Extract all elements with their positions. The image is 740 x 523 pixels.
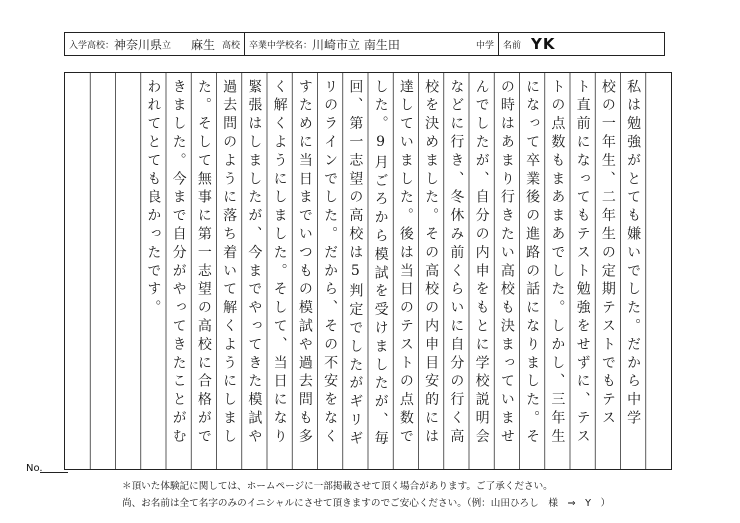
number-line xyxy=(40,472,68,473)
junior-high-value: 川崎市立 南生田 xyxy=(312,37,400,52)
manuscript-sheet xyxy=(64,72,672,470)
entrance-school-suffix: 高校 xyxy=(221,40,240,51)
junior-high-label: 卒業中学校名： xyxy=(249,40,313,51)
junior-high-field xyxy=(245,33,499,55)
essay-column: すために当日までいつもの模試や過去問も多 xyxy=(296,79,313,447)
essay-column: んでしたが、自分の内申をもとに学校説明会 xyxy=(473,79,490,447)
essay-column: 校を決めました。その高校の内申目安的には xyxy=(423,79,440,447)
essay-column: われてとても良かったです。 xyxy=(145,79,162,319)
footer-note-1: ＊頂いた体験記に関しては、ホームページに一部掲載させて頂く場合があります。ご了承ください。 xyxy=(122,481,553,492)
essay-column: になって卒業後の進路の話になりました。そ xyxy=(524,79,541,447)
essay-column: ト直前になってもテスト勉強をせずに、テス xyxy=(574,79,591,447)
essay-column: トの点数もまあまあでした。しかし、三年生 xyxy=(549,79,566,447)
essay-column: 達していました。後は当日のテストの点数で xyxy=(397,79,414,447)
essay-column: などに行き、冬休み前くらいに自分の行く高 xyxy=(448,79,465,447)
essay-column: た。そして無事に第一志望の高校に合格がで xyxy=(195,79,212,447)
essay-column: きました。今まで自分がやってきたことがむ xyxy=(170,79,187,447)
essay-column: 校の一年生、二年生の定期テストでもテス xyxy=(599,79,616,429)
header-info-bar xyxy=(64,32,665,56)
entrance-school-field xyxy=(65,33,245,55)
prefecture-value: 神奈川県 xyxy=(114,37,163,52)
essay-column: 私は勉強がとても嫌いでした。だから中学 xyxy=(625,79,642,429)
essay-column: した。9月ごろから模試を受けましたが、毎 xyxy=(372,79,389,449)
name-field xyxy=(499,33,664,55)
name-label: 名前 xyxy=(503,40,522,51)
essay-column: の時はあまり行きたい高校も決まっていませ xyxy=(498,79,515,447)
essay-column: 緊張はしましたが、今までやってきた模試や xyxy=(246,79,263,447)
entrance-school-label: 入学高校： xyxy=(69,40,115,51)
essay-column: リのラインでした。だから、その不安をなく xyxy=(322,79,339,447)
essay-column: 回、第一志望の高校は5判定でしたがギリギ xyxy=(347,79,364,449)
essay-column: 過去問のように落ち着いて解くようにしまし xyxy=(221,79,238,447)
name-value: YK xyxy=(531,35,556,53)
entrance-school-value: 麻生 xyxy=(191,37,216,52)
essay-column: く解くようにしました。そして、当日になり xyxy=(271,79,288,447)
footer-note-2: 尚、お名前は全て名字のみのイニシャルにさせて頂きますのでご安心ください。（例：山田ひろし 様 ⇒ Y ） xyxy=(122,498,611,509)
prefecture-suffix: 立 xyxy=(162,40,172,51)
junior-high-suffix: 中学 xyxy=(475,40,494,51)
number-label: No. xyxy=(26,463,43,474)
